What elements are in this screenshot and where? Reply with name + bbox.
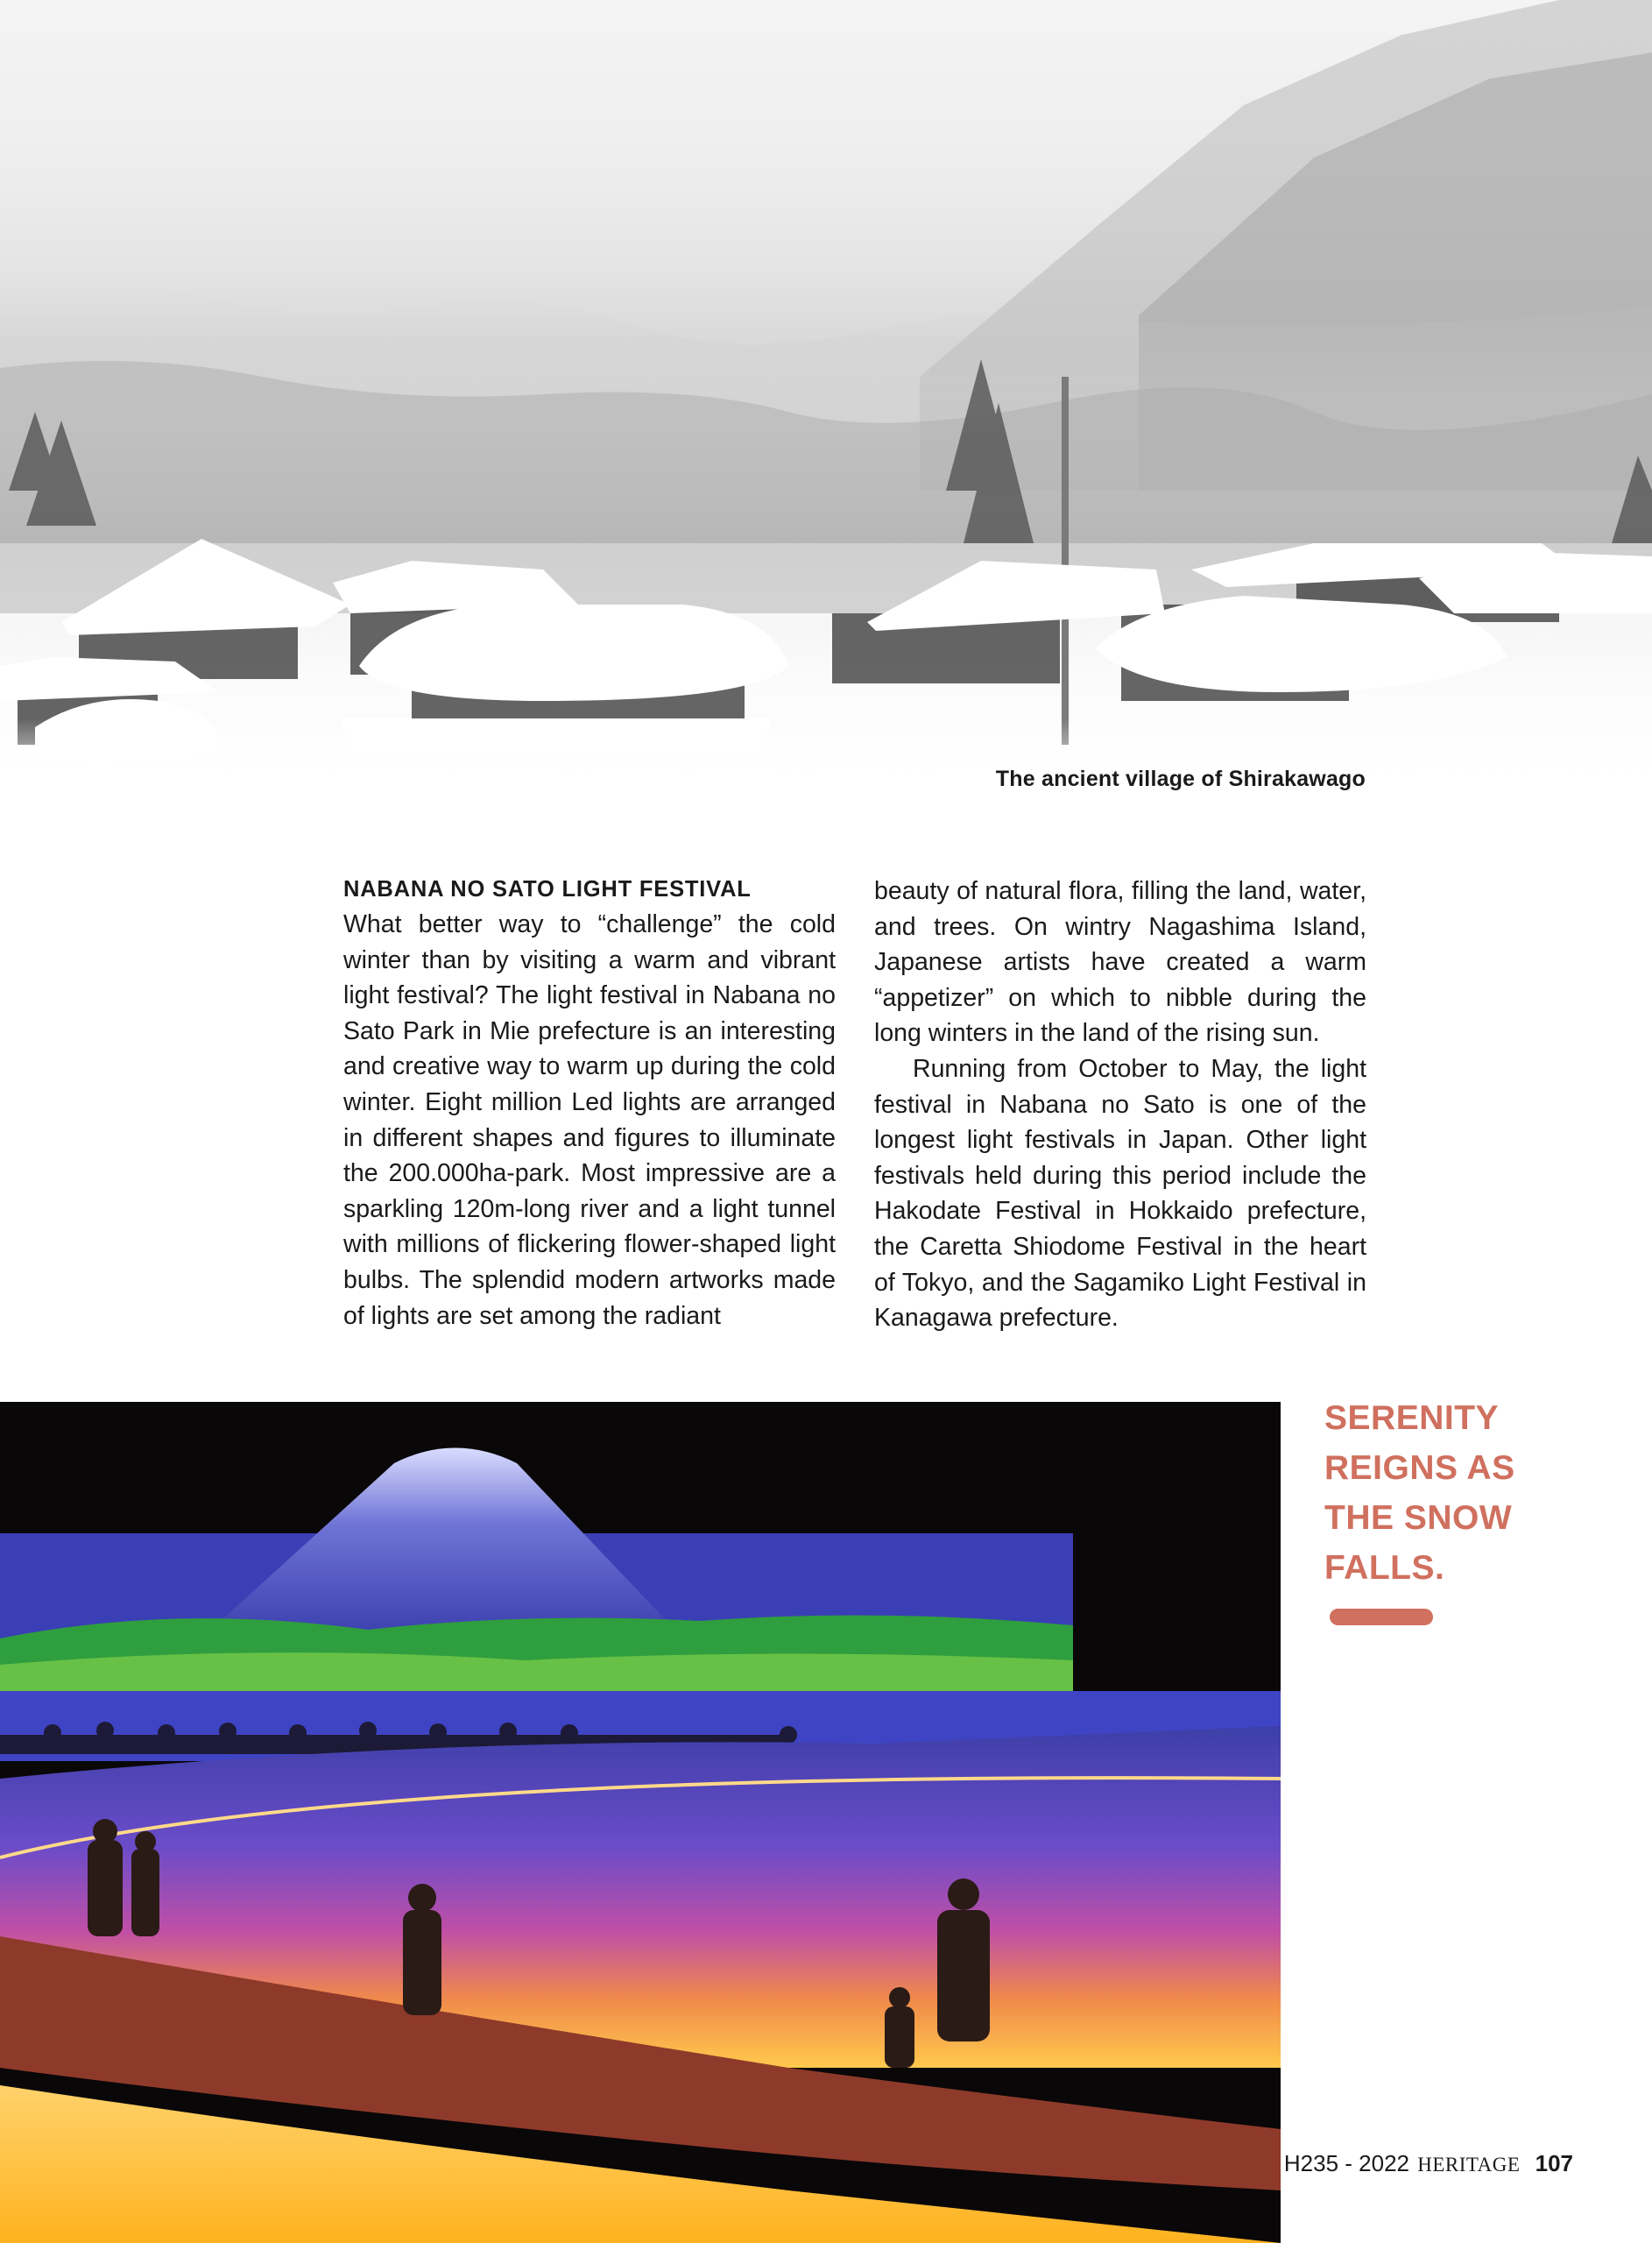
light-festival-illustration: [0, 1402, 1281, 2243]
pull-quote-line: FALLS.: [1324, 1549, 1445, 1587]
pull-quote-line: THE SNOW: [1324, 1499, 1513, 1537]
magazine-brand: HERITAGE: [1417, 2154, 1521, 2176]
pull-quote-line: SERENITY: [1324, 1399, 1500, 1437]
shirakawago-photo: [0, 0, 1652, 793]
article-column-left: [343, 874, 836, 1334]
pull-quote-line: REIGNS AS: [1324, 1449, 1515, 1487]
article-paragraph: Running from October to May, the light festival in Nabana no Sato is one of the longest light festivals in Japan. Other light festivals held during this period include the Hakodate Festival in Hokkaido prefecture, the Caretta Shiodome Festival in the heart of Tokyo, and the Sagamiko Light Festival in Kanagawa prefecture.: [874, 1054, 1366, 1333]
light-festival-photo: [0, 1402, 1281, 2243]
snowy-village-illustration: [0, 0, 1652, 793]
page-number: 107: [1535, 2150, 1573, 2176]
article-column-right: [874, 874, 1366, 1336]
article-paragraph: What better way to “challenge” the cold winter than by visiting a warm and vibrant light festival? The light festival in Nabana no Sato Park in Mie prefecture is an interesting and creative way to warm up during the cold winter. Eight million Led lights are arranged in different shapes and figures to illuminate the 200.000ha-park. Most impressive are a sparkling 120m-long river and a light tunnel with millions of flickering flower-shaped light bulbs. The splendid modern artworks made of lights are set among the radiant: [343, 910, 836, 1330]
photo-caption: The ancient village of Shirakawago: [995, 767, 1366, 791]
issue-label: H235 - 2022: [1283, 2150, 1409, 2176]
pull-quote-rule: [1330, 1609, 1433, 1625]
section-heading: NABANA NO SATO LIGHT FESTIVAL: [343, 877, 752, 902]
pull-quote: [1324, 1393, 1613, 1593]
article-paragraph: beauty of natural flora, filling the land, water, and trees. On wintry Nagashima Island, Japanese artists have created a warm “appetizer” on which to nibble during the long winters in the land of the rising sun.: [874, 877, 1366, 1048]
page-folio: [1284, 2150, 1573, 2177]
